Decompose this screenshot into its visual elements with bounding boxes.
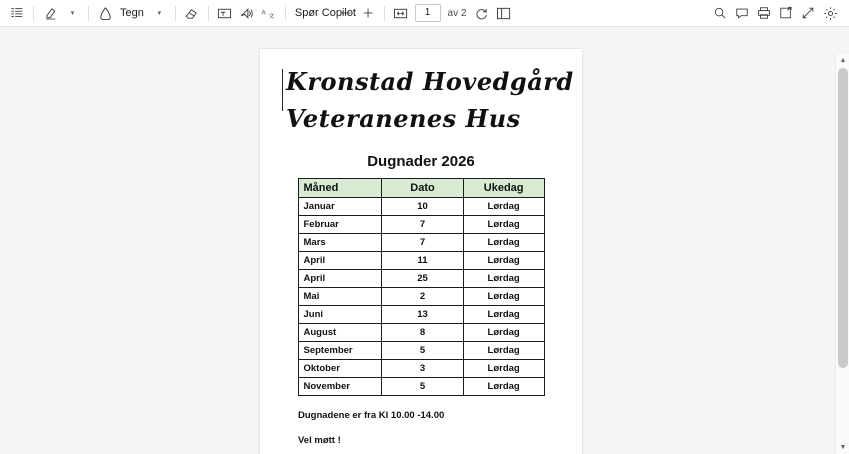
scroll-down-icon[interactable]: ▼ (839, 444, 847, 451)
cell-date: 2 (382, 288, 464, 306)
toolbar-separator (208, 6, 209, 21)
rotate-icon[interactable] (470, 3, 492, 24)
column-header-maned: Måned (298, 179, 382, 198)
heading-left-rule (282, 69, 283, 111)
cell-date: 7 (382, 234, 464, 252)
copilot-label[interactable]: Spør Copilot (294, 7, 356, 19)
toolbar-separator (384, 6, 385, 21)
vertical-scrollbar[interactable] (835, 54, 849, 454)
cell-date: 10 (382, 198, 464, 216)
cell-month: Mars (298, 234, 382, 252)
cell-date: 8 (382, 324, 464, 342)
scrollbar-thumb[interactable] (838, 68, 848, 368)
note-welcome: Vel møtt ! (298, 435, 341, 447)
column-header-dato: Dato (382, 179, 464, 198)
document-page (260, 49, 582, 454)
highlight-dropdown-icon[interactable]: ▾ (70, 10, 75, 17)
cell-month: Mai (298, 288, 382, 306)
document-title: Dugnader 2026 (367, 153, 475, 171)
cell-date: 7 (382, 216, 464, 234)
cell-date: 3 (382, 360, 464, 378)
column-header-ukedag: Ukedag (463, 179, 544, 198)
note-time: Dugnadene er fra Kl 10.00 -14.00 (298, 410, 445, 422)
toolbar (0, 0, 849, 27)
save-as-icon[interactable] (775, 3, 797, 24)
table-header-row (298, 179, 544, 198)
view-options-icon[interactable] (6, 3, 28, 24)
cell-month: September (298, 342, 382, 360)
comment-icon[interactable] (731, 3, 753, 24)
search-icon[interactable] (709, 3, 731, 24)
settings-icon[interactable] (819, 3, 841, 24)
cell-date: 5 (382, 378, 464, 396)
table-row (298, 216, 544, 234)
page-layout-icon[interactable] (492, 3, 514, 24)
read-aloud-icon[interactable] (236, 3, 258, 24)
toolbar-right-group (709, 3, 841, 24)
print-icon[interactable] (753, 3, 775, 24)
cell-date: 5 (382, 342, 464, 360)
cell-weekday: Lørdag (463, 252, 544, 270)
table-row (298, 252, 544, 270)
toolbar-separator (88, 6, 89, 21)
cell-month: Februar (298, 216, 382, 234)
ink-color-icon[interactable] (94, 3, 116, 24)
draw-dropdown-icon[interactable]: ▾ (157, 10, 162, 17)
cell-weekday: Lørdag (463, 270, 544, 288)
svg-text:A: A (261, 8, 266, 16)
cell-date: 25 (382, 270, 464, 288)
toolbar-separator (285, 6, 286, 21)
cell-month: April (298, 270, 382, 288)
zoom-in-button[interactable] (357, 3, 379, 24)
cell-weekday: Lørdag (463, 198, 544, 216)
add-text-icon[interactable] (214, 3, 236, 24)
table-row (298, 270, 544, 288)
document-heading (282, 63, 574, 137)
table-row (298, 288, 544, 306)
cell-weekday: Lørdag (463, 324, 544, 342)
erase-icon[interactable] (181, 3, 203, 24)
table-row (298, 378, 544, 396)
cell-month: August (298, 324, 382, 342)
table-row (298, 324, 544, 342)
cell-date: 13 (382, 306, 464, 324)
page-number-input[interactable]: 1 (415, 4, 441, 22)
cell-month: November (298, 378, 382, 396)
toolbar-separator (175, 6, 176, 21)
heading-line-1: Kronstad Hovedgård (286, 67, 574, 96)
scroll-up-icon[interactable]: ▲ (839, 57, 847, 64)
page-count-label: av 2 (447, 7, 467, 19)
table-row (298, 306, 544, 324)
cell-weekday: Lørdag (463, 360, 544, 378)
cell-weekday: Lørdag (463, 306, 544, 324)
cell-weekday: Lørdag (463, 234, 544, 252)
zoom-out-button[interactable] (335, 3, 357, 24)
draw-label[interactable]: Tegn (120, 7, 144, 19)
table-row (298, 198, 544, 216)
document-canvas[interactable] (0, 27, 849, 454)
cell-weekday: Lørdag (463, 378, 544, 396)
translate-icon[interactable] (258, 3, 280, 24)
dugnad-table (298, 178, 545, 396)
cell-date: 11 (382, 252, 464, 270)
svg-text:文: 文 (267, 12, 275, 20)
cell-month: Januar (298, 198, 382, 216)
cell-weekday: Lørdag (463, 342, 544, 360)
table-row (298, 342, 544, 360)
toolbar-center-group (335, 3, 515, 24)
table-row (298, 234, 544, 252)
cell-weekday: Lørdag (463, 216, 544, 234)
toolbar-separator (33, 6, 34, 21)
table-row (298, 360, 544, 378)
toolbar-left-group (6, 3, 360, 24)
cell-month: April (298, 252, 382, 270)
highlighter-icon[interactable] (39, 3, 61, 24)
cell-month: Juni (298, 306, 382, 324)
fit-to-page-icon[interactable] (390, 3, 412, 24)
cell-month: Oktober (298, 360, 382, 378)
cell-weekday: Lørdag (463, 288, 544, 306)
heading-line-2: Veteranenes Hus (286, 104, 521, 134)
fullscreen-icon[interactable] (797, 3, 819, 24)
